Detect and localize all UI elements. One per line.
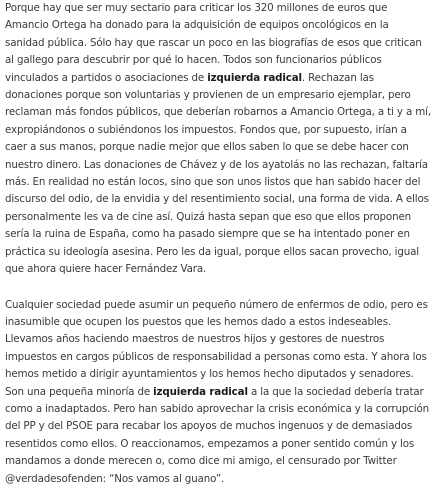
paragraph-text: Porque hay que ser muy sectario para criticar los 320 millones de euros que Amancio Ortega ha donado para la adquisición de equipos oncológicos en la sanidad pública. Sólo hay que rascar un poco en las biografías de esos que critican al gallego para descubrir por qué lo hacen. Todos son funcionarios públicos vinculados a partidos o asociaciones de: [5, 2, 422, 84]
paragraph: [5, 0, 431, 279]
highlighted-phrase: izquierda radical: [153, 385, 248, 398]
article-body: [5, 0, 431, 488]
highlighted-phrase: izquierda radical: [207, 71, 302, 84]
paragraph-text: Cualquier sociedad puede asumir un pequeño número de enfermos de odio, pero es inasumible que ocupen los puestos que les hemos dado a estos indeseables. Llevamos años haciendo maestros de nuestros hijos y gestores de nuestros impuestos en cargos públicos de responsabilidad a personas como esta. Y ahora los hemos metido a dirigir ayuntamientos y los hemos hecho diputados y senadores. Son una pequeña minoría de: [5, 298, 428, 398]
paragraph: [5, 297, 431, 488]
paragraph-text: . Rechazan las donaciones porque son voluntarias y provienen de un empresario ejemplar, pero reclaman más fondos públicos, que deberían robarnos a Amancio Ortega, a ti y a mí, expropiándonos o subiéndonos los impuestos. Fondos que, por supuesto, irían a caer a sus manos, porque nadie mejor que ellos saben lo que se debe hacer con nuestro dinero. Las donaciones de Chávez y de los ayatolás no las rechazan, faltaría más. En realidad no están locos, sino que son unos listos que han sabido hacer del discurso del odio, de la envidia y del resentimiento social, una forma de vida. A ellos personalmente les va de cine así. Quizá hasta sepan que eso que ellos proponen sería la ruina de España, como ha pasado siempre que se ha intentado poner en práctica su ideología asesina. Pero les da igual, porque ellos sacan provecho, igual que ahora quiere hacer Fernández Vara.: [5, 71, 431, 276]
paragraph-text: a la que la sociedad debería tratar como a inadaptados. Pero han sabido aprovechar la crisis económica y la corrupción del PP y del PSOE para recabar los apoyos de muchos ingenuos y de demasiados resentidos como ellos. O reaccionamos, empezamos a poner sentido común y los mandamos a donde merecen o, como dice mi amigo, el censurado por Twitter @verdadesofenden: “Nos vamos al guano”.: [5, 385, 429, 485]
